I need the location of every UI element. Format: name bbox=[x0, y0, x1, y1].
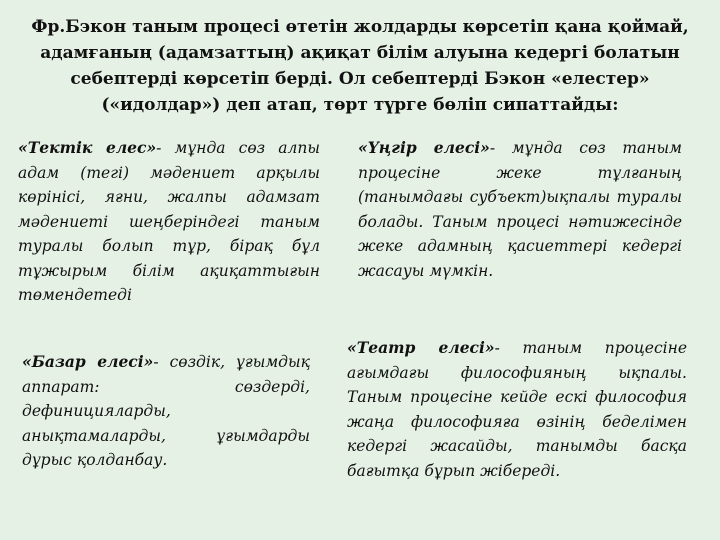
theatre-idol-block bbox=[347, 336, 687, 483]
market-idol-term: «Базар елесі» bbox=[22, 352, 154, 371]
theatre-idol-text: - таным процесіне ағымдағы философияның ықпалы. Таным процесіне кейде ескі философия жаңа философияға өзінің беделімен кедергі жасайды, танымды басқа бағытқа бұрып жібереді. bbox=[347, 339, 687, 480]
theatre-idol-term: «Театр елесі» bbox=[347, 338, 495, 357]
tribe-idol-term: «Тектік елес» bbox=[18, 138, 157, 157]
tribe-idol-block bbox=[18, 136, 320, 308]
cave-idol-text: - мұнда сөз таным процесіне жеке тұлғаның (танымдағы субъект)ықпалы туралы болады. Таным процесі нәтижесінде жеке адамның қасиеттері кедергі жасауы мүмкін. bbox=[358, 139, 682, 280]
page-heading: Фр.Бэкон таным процесі өтетін жолдарды көрсетіп қана қоймай, адамғаның (адамзаттың) ақиқат білім алуына кедергі болатын себептерді көрсетіп берді. Ол себептерді Бэкон «елестер» («идолдар») деп атап, төрт түрге бөліп сипаттайды: bbox=[31, 17, 689, 115]
market-idol-text: - сөздік, ұғымдық аппарат: сөздерді, дефиницияларды, анықтамаларды, ұғымдарды дұрыс қолданбау. bbox=[22, 353, 311, 469]
cave-idol-term: «Үңгір елесі» bbox=[358, 138, 490, 157]
cave-idol-block bbox=[358, 136, 682, 283]
tribe-idol-text: - мұнда сөз алпы адам (тегі) мәдениет арқылы көрінісі, яғни, жалпы адамзат мәдениеті шеңберіндегі таным туралы болып тұр, бірақ бұл тұжырым білім ақиқаттығын төмендетеді bbox=[18, 139, 320, 304]
market-idol-block bbox=[22, 350, 310, 473]
